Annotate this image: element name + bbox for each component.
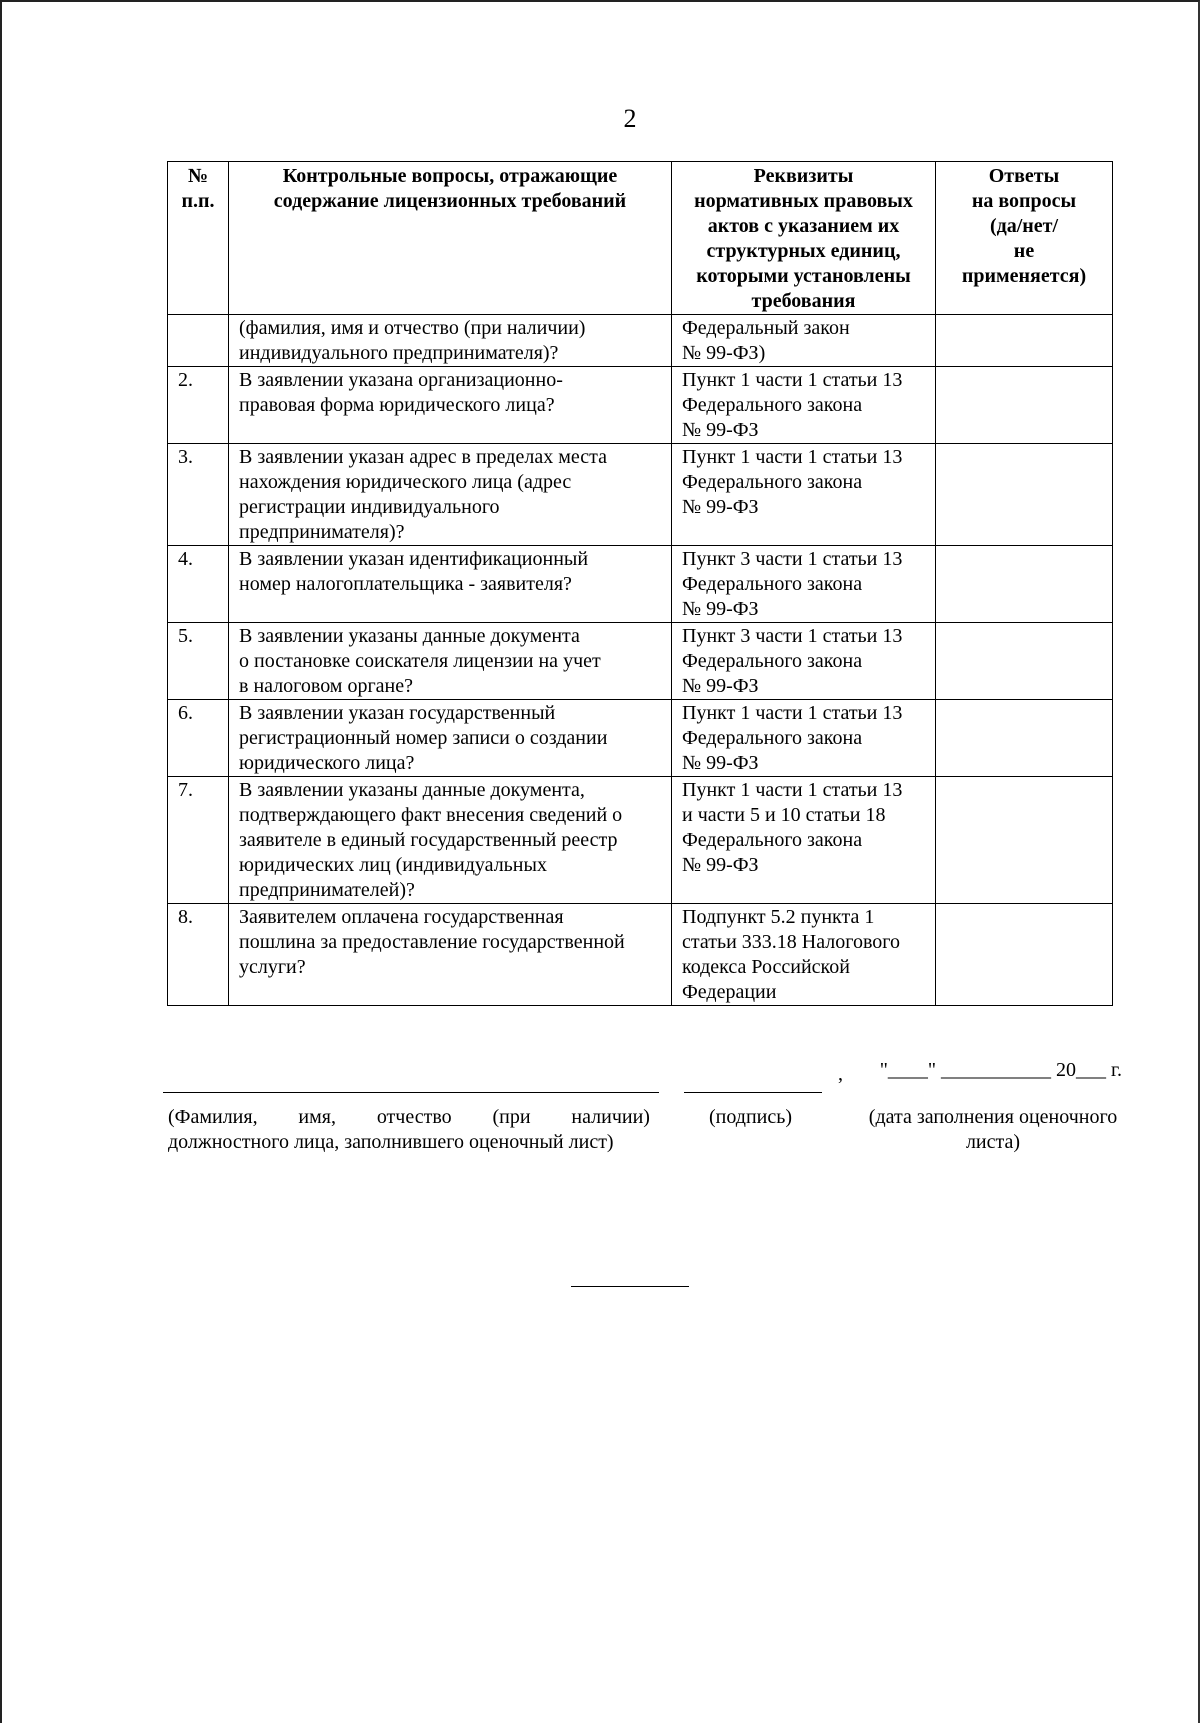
header-line: которыми установлены <box>696 265 911 287</box>
question-line: услуги? <box>239 956 306 978</box>
requisites-line: Федерального закона <box>682 829 863 851</box>
question-cell <box>229 315 672 367</box>
header-line: нормативных правовых <box>694 190 913 212</box>
name-caption-line1: (Фамилия, имя, отчество (при наличии) <box>168 1106 650 1128</box>
date-mark: , <box>838 1063 843 1085</box>
table-row <box>168 904 1113 1006</box>
question-line: В заявлении указан государственный <box>239 702 556 724</box>
question-line: предпринимателя)? <box>239 521 405 543</box>
date-fill-line: "____" ___________ 20___ г. <box>879 1059 1122 1081</box>
requisites-line: Федерального закона <box>682 471 863 493</box>
row-number-cell: 3. <box>168 444 229 546</box>
row-number-cell: 8. <box>168 904 229 1006</box>
requisites-line: № 99-ФЗ <box>682 598 759 620</box>
signature-caption: (подпись) <box>709 1106 793 1128</box>
question-line: правовая форма юридического лица? <box>239 394 555 416</box>
requisites-cell <box>672 623 936 700</box>
requisites-line: Федерального закона <box>682 394 863 416</box>
header-line: на вопросы <box>971 190 1077 212</box>
requisites-line: № 99-ФЗ <box>682 419 759 441</box>
answer-cell <box>936 623 1113 700</box>
question-line: регистрации индивидуального <box>239 496 500 518</box>
requisites-line: и части 5 и 10 статьи 18 <box>682 804 886 826</box>
requisites-cell <box>672 546 936 623</box>
requisites-line: Федерального закона <box>682 650 863 672</box>
question-line: юридических лиц (индивидуальных <box>239 854 547 876</box>
question-line: в налоговом органе? <box>239 675 414 697</box>
header-line: Контрольные вопросы, отражающие <box>282 165 618 187</box>
requisites-line: Пункт 1 части 1 статьи 13 <box>682 446 903 468</box>
date-caption-line2: листа) <box>965 1131 1021 1153</box>
answer-cell <box>936 904 1113 1006</box>
row-number-cell: 7. <box>168 777 229 904</box>
requisites-line: Пункт 1 части 1 статьи 13 <box>682 702 903 724</box>
requisites-line: Подпункт 5.2 пункта 1 <box>682 906 875 928</box>
question-line: предпринимателей)? <box>239 879 415 901</box>
header-line: № <box>187 165 209 187</box>
requisites-line: Пункт 3 части 1 статьи 13 <box>682 548 903 570</box>
question-line: В заявлении указаны данные документа <box>239 625 580 647</box>
answer-cell <box>936 444 1113 546</box>
page-number: 2 <box>623 104 637 133</box>
question-cell <box>229 623 672 700</box>
question-line: заявителе в единый государственный реестр <box>239 829 618 851</box>
question-line: индивидуального предпринимателя)? <box>239 342 559 364</box>
header-requisites <box>672 162 936 315</box>
question-line: Заявителем оплачена государственная <box>239 906 564 928</box>
name-signature-line <box>163 1092 659 1093</box>
answer-cell <box>936 546 1113 623</box>
header-question <box>229 162 672 315</box>
question-line: пошлина за предоставление государственной <box>239 931 625 953</box>
requisites-cell <box>672 367 936 444</box>
name-caption-line2: должностного лица, заполнившего оценочный лист) <box>168 1131 614 1153</box>
requisites-line: Федерального закона <box>682 573 863 595</box>
requisites-line: № 99-ФЗ <box>682 752 759 774</box>
row-number-cell: 2. <box>168 367 229 444</box>
question-line: о постановке соискателя лицензии на учет <box>239 650 601 672</box>
requisites-line: Пункт 3 части 1 статьи 13 <box>682 625 903 647</box>
question-line: регистрационный номер записи о создании <box>239 727 608 749</box>
requisites-line: кодекса Российской <box>682 956 850 978</box>
table-row <box>168 623 1113 700</box>
answer-cell <box>936 700 1113 777</box>
question-cell <box>229 367 672 444</box>
row-number-cell: 6. <box>168 700 229 777</box>
header-line: структурных единиц, <box>706 240 901 262</box>
requisites-line: Федерации <box>682 981 777 1003</box>
answer-cell <box>936 315 1113 367</box>
row-number-cell: 5. <box>168 623 229 700</box>
answer-cell <box>936 777 1113 904</box>
requisites-cell <box>672 315 936 367</box>
question-line: В заявлении указан идентификационный <box>239 548 589 570</box>
question-cell <box>229 546 672 623</box>
header-line: требования <box>751 290 856 312</box>
requisites-line: № 99-ФЗ) <box>682 342 766 364</box>
question-line: В заявлении указана организационно- <box>239 369 563 391</box>
requisites-line: № 99-ФЗ <box>682 854 759 876</box>
question-line: В заявлении указан адрес в пределах места <box>239 446 607 468</box>
requisites-cell <box>672 904 936 1006</box>
question-cell <box>229 444 672 546</box>
requisites-line: Пункт 1 части 1 статьи 13 <box>682 369 903 391</box>
header-line: не <box>1013 240 1035 262</box>
question-line: подтверждающего факт внесения сведений о <box>239 804 623 826</box>
requisites-line: № 99-ФЗ <box>682 496 759 518</box>
question-cell <box>229 700 672 777</box>
answer-cell <box>936 367 1113 444</box>
question-line: (фамилия, имя и отчество (при наличии) <box>239 317 586 339</box>
table-row <box>168 315 1113 367</box>
license-checklist-table <box>167 161 1113 1006</box>
header-line: содержание лицензионных требований <box>273 190 627 212</box>
requisites-line: Федеральный закон <box>682 317 850 339</box>
requisites-line: Федерального закона <box>682 727 863 749</box>
signature-line <box>684 1092 822 1093</box>
table-row <box>168 444 1113 546</box>
row-number-cell: 4. <box>168 546 229 623</box>
header-line: применяется) <box>961 265 1087 287</box>
header-number <box>168 162 229 315</box>
date-caption-line1: (дата заполнения оценочного <box>868 1106 1118 1128</box>
table-row <box>168 777 1113 904</box>
question-line: юридического лица? <box>239 752 415 774</box>
question-line: номер налогоплательщика - заявителя? <box>239 573 572 595</box>
requisites-line: статьи 333.18 Налогового <box>682 931 900 953</box>
requisites-cell <box>672 444 936 546</box>
header-line: (да/нет/ <box>989 215 1059 237</box>
question-line: В заявлении указаны данные документа, <box>239 779 585 801</box>
requisites-line: № 99-ФЗ <box>682 675 759 697</box>
header-line: Реквизиты <box>753 165 854 187</box>
table-row <box>168 546 1113 623</box>
question-line: нахождения юридического лица (адрес <box>239 471 572 493</box>
table-header-row <box>168 162 1113 315</box>
table-body <box>168 315 1113 1006</box>
table-row <box>168 367 1113 444</box>
header-line: Ответы <box>988 165 1060 187</box>
question-cell <box>229 777 672 904</box>
requisites-cell <box>672 777 936 904</box>
row-number-cell <box>168 315 229 367</box>
header-line: актов с указанием их <box>707 215 900 237</box>
header-line: п.п. <box>181 190 215 212</box>
end-of-document-line <box>571 1286 689 1287</box>
header-answers <box>936 162 1113 315</box>
table-row <box>168 700 1113 777</box>
requisites-cell <box>672 700 936 777</box>
question-cell <box>229 904 672 1006</box>
requisites-line: Пункт 1 части 1 статьи 13 <box>682 779 903 801</box>
